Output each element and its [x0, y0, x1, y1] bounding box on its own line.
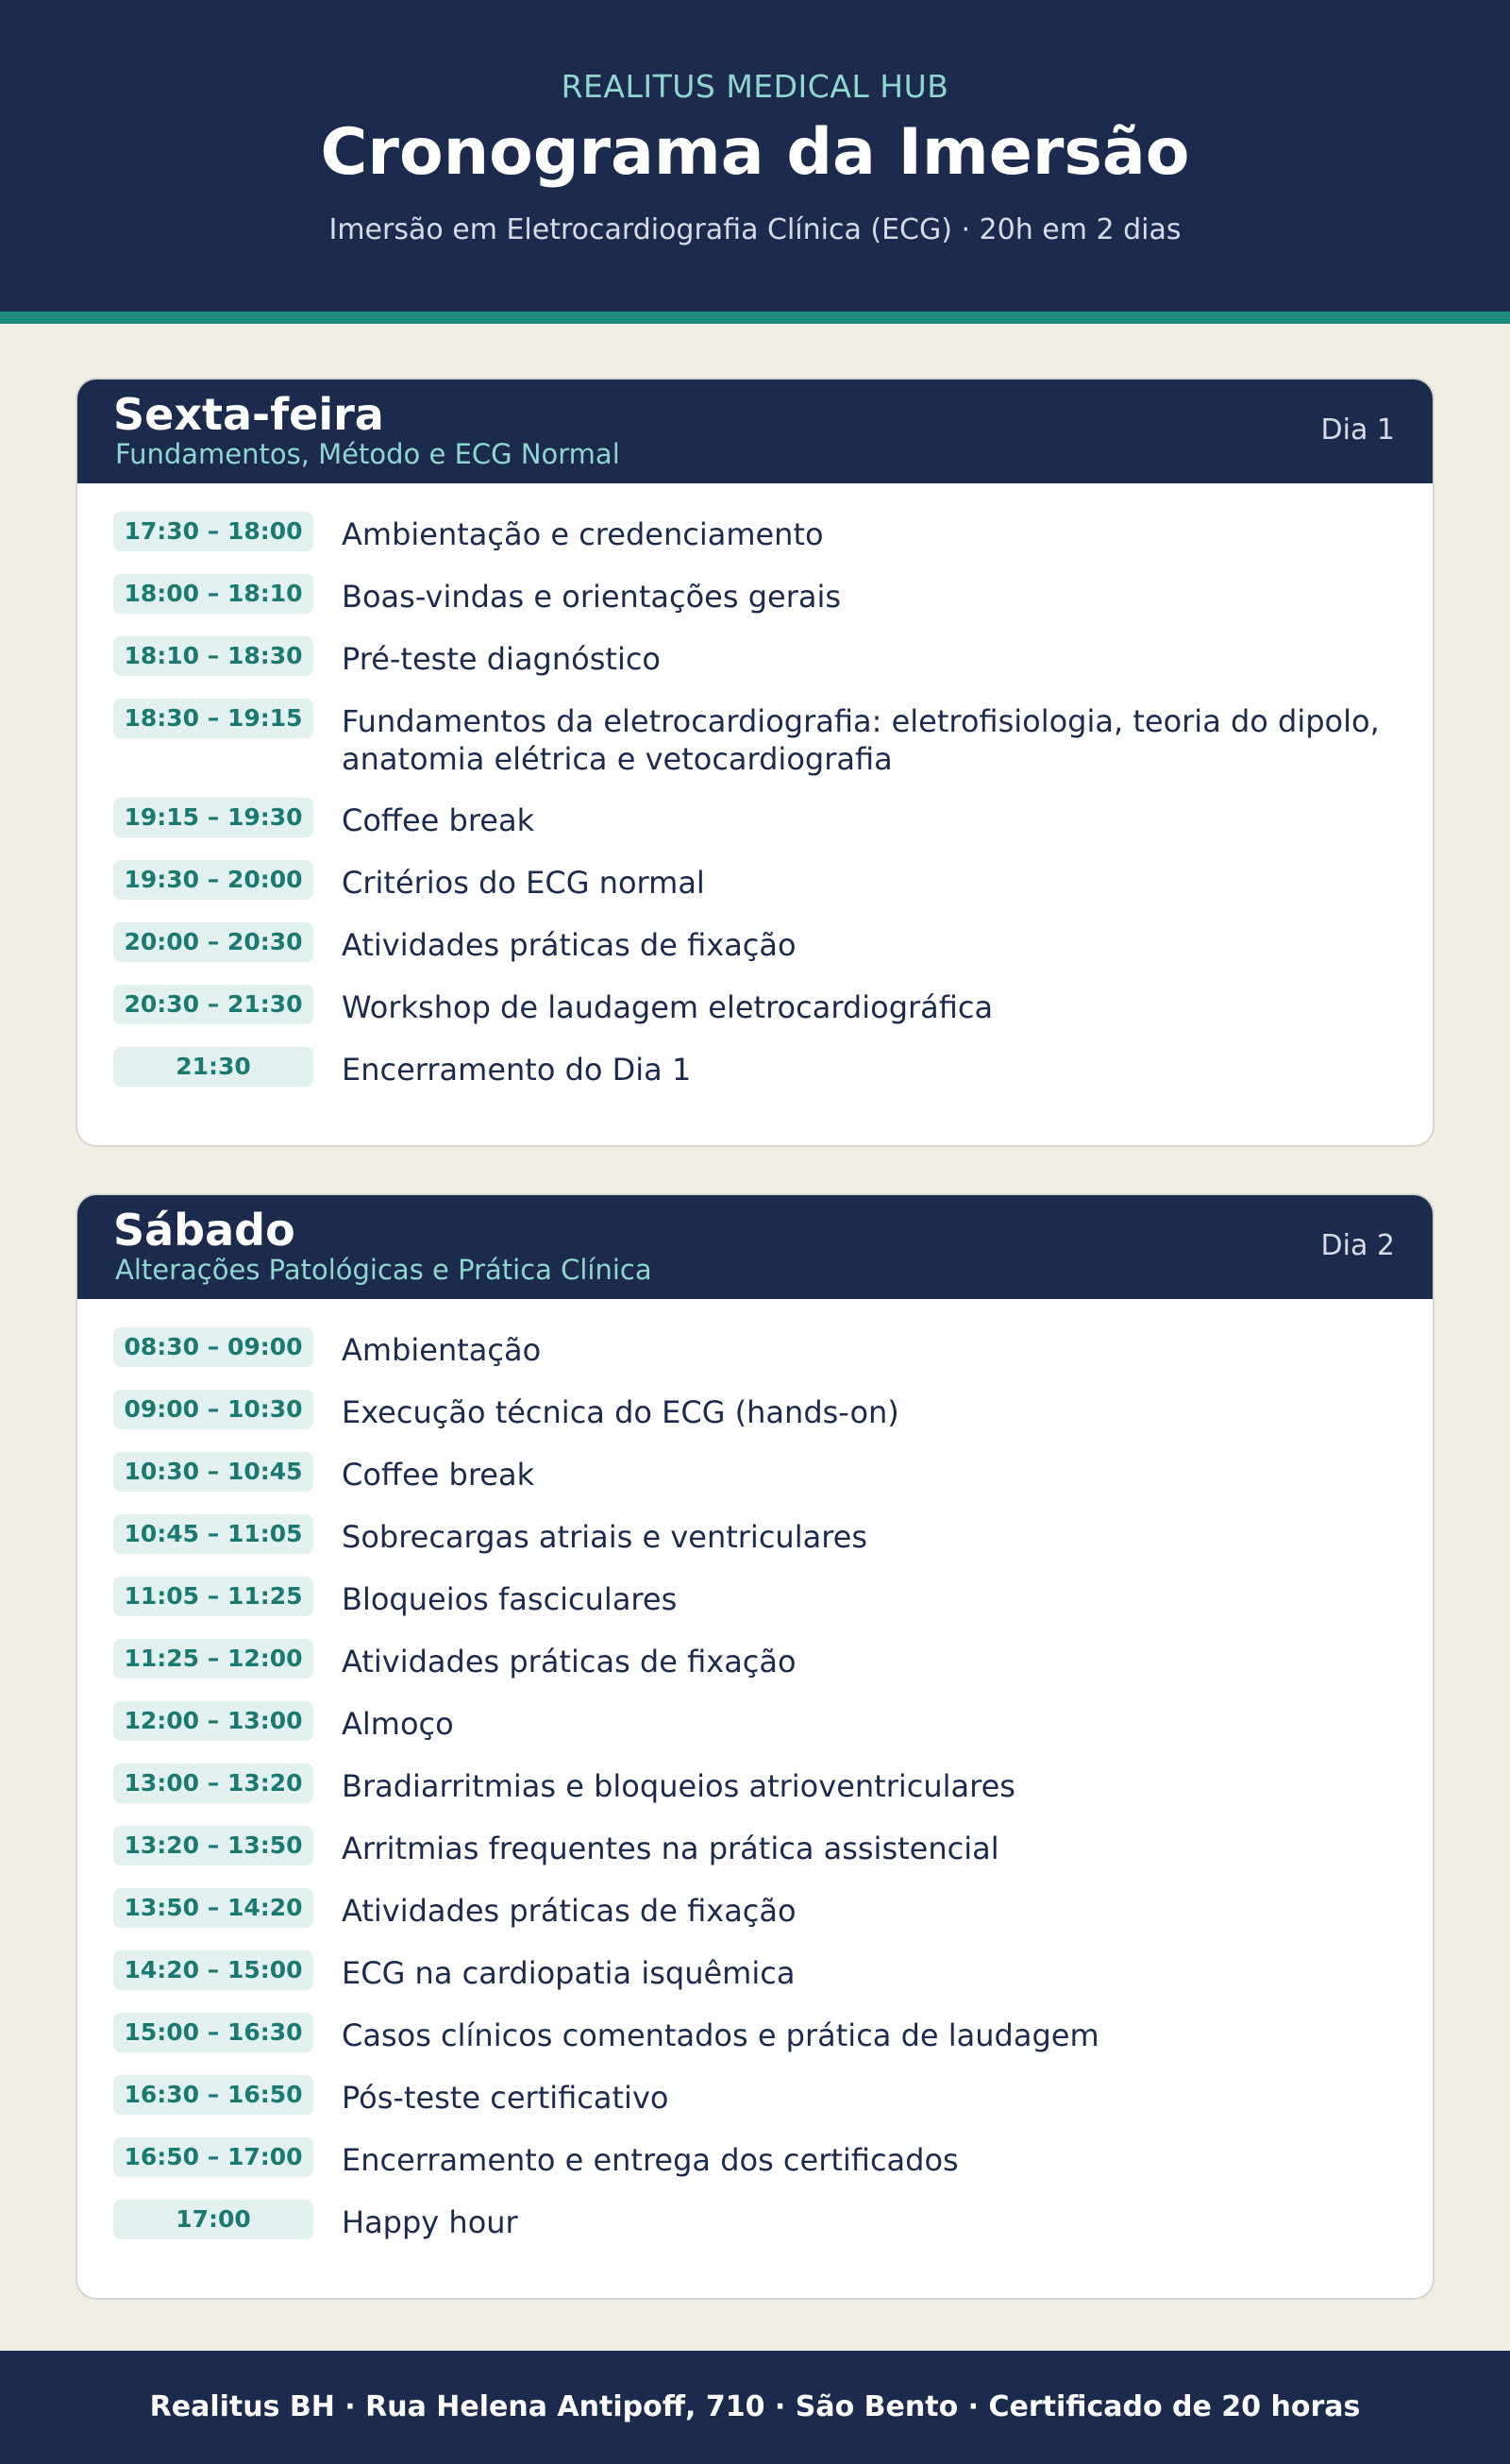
schedule-row — [113, 1639, 1397, 1701]
time-badge: 19:30 – 20:00 — [113, 860, 313, 900]
time-badge: 21:30 — [113, 1047, 313, 1087]
time-badge: 17:00 — [113, 2200, 313, 2239]
schedule-row — [113, 636, 1397, 699]
schedule-row — [113, 1514, 1397, 1577]
page-header — [0, 0, 1510, 312]
activity-label: Happy hour — [342, 2204, 518, 2240]
schedule-row — [113, 1764, 1397, 1826]
activity-label: Arritmias frequentes na prática assistencial — [342, 1831, 999, 1866]
page-subtitle: Imersão em Eletrocardiografia Clínica (ECG) · 20h em 2 dias — [328, 213, 1182, 246]
schedule-row — [113, 512, 1397, 574]
activity-label: Fundamentos da eletrocardiografia: eletrofisiologia, teoria do dipolo, anatomia elétrica e vetocardiografia — [342, 703, 1380, 777]
time-badge: 10:30 – 10:45 — [113, 1452, 313, 1492]
schedule-row — [113, 2075, 1397, 2137]
day-header — [77, 380, 1433, 483]
schedule-row — [113, 699, 1397, 798]
activity-label: Pré-teste diagnóstico — [342, 641, 661, 677]
schedule-row — [113, 1327, 1397, 1390]
time-badge: 13:50 – 14:20 — [113, 1888, 313, 1928]
schedule-row — [113, 922, 1397, 985]
schedule-row — [113, 798, 1397, 860]
time-badge: 13:20 – 13:50 — [113, 1826, 313, 1865]
schedule-row — [113, 1047, 1397, 1109]
time-badge: 16:30 – 16:50 — [113, 2075, 313, 2115]
footer-text: Realitus BH · Rua Helena Antipoff, 710 · São Bento · Certificado de 20 horas — [149, 2390, 1361, 2423]
organization-name: REALITUS MEDICAL HUB — [561, 68, 949, 105]
schedule-row — [113, 2137, 1397, 2200]
activity-label: Boas-vindas e orientações gerais — [342, 579, 842, 615]
time-badge: 10:45 – 11:05 — [113, 1514, 313, 1554]
time-badge: 09:00 – 10:30 — [113, 1390, 313, 1429]
activity-label: Coffee break — [342, 1457, 535, 1493]
schedule-row — [113, 985, 1397, 1047]
schedule-row — [113, 1452, 1397, 1514]
day-name: Sexta-feira — [113, 389, 384, 440]
day-badge: Dia 1 — [1320, 413, 1395, 447]
activity-label: Casos clínicos comentados e prática de laudagem — [342, 2017, 1099, 2053]
time-badge: 18:10 – 18:30 — [113, 636, 313, 676]
activity-label: Critérios do ECG normal — [342, 865, 705, 901]
activity-label: Sobrecargas atriais e ventriculares — [342, 1519, 867, 1555]
activity-label: Atividades práticas de fixação — [342, 1644, 797, 1679]
page-footer — [0, 2351, 1510, 2464]
schedule-row — [113, 1888, 1397, 1950]
schedule-row — [113, 1577, 1397, 1639]
schedule-row — [113, 860, 1397, 922]
time-badge: 19:15 – 19:30 — [113, 798, 313, 837]
day-theme: Fundamentos, Método e ECG Normal — [115, 438, 620, 470]
time-badge: 13:00 – 13:20 — [113, 1764, 313, 1803]
time-badge: 11:05 – 11:25 — [113, 1577, 313, 1616]
page-title: Cronograma da Imersão — [320, 115, 1190, 190]
activity-label: Ambientação e credenciamento — [342, 516, 824, 552]
day-card-saturday — [76, 1193, 1434, 2300]
schedule-row — [113, 2013, 1397, 2075]
activity-label: Ambientação — [342, 1332, 542, 1368]
time-badge: 18:00 – 18:10 — [113, 574, 313, 614]
time-badge: 12:00 – 13:00 — [113, 1701, 313, 1741]
activity-label: Encerramento do Dia 1 — [342, 1052, 692, 1088]
time-badge: 16:50 – 17:00 — [113, 2137, 313, 2177]
schedule-row — [113, 574, 1397, 636]
activity-label: ECG na cardiopatia isquêmica — [342, 1955, 796, 1991]
day-card-friday — [76, 378, 1434, 1147]
time-badge: 18:30 – 19:15 — [113, 699, 313, 738]
day-header — [77, 1195, 1433, 1299]
day-badge: Dia 2 — [1320, 1229, 1395, 1262]
time-badge: 15:00 – 16:30 — [113, 2013, 313, 2052]
activity-label: Atividades práticas de fixação — [342, 1893, 797, 1929]
schedule-row — [113, 1950, 1397, 2013]
time-badge: 08:30 – 09:00 — [113, 1327, 313, 1367]
time-badge: 14:20 – 15:00 — [113, 1950, 313, 1990]
time-badge: 17:30 – 18:00 — [113, 512, 313, 551]
time-badge: 20:00 – 20:30 — [113, 922, 313, 962]
schedule-row — [113, 2200, 1397, 2262]
activity-label: Pós-teste certificativo — [342, 2080, 669, 2116]
schedule-row — [113, 1701, 1397, 1764]
day-name: Sábado — [113, 1205, 295, 1256]
time-badge: 20:30 – 21:30 — [113, 985, 313, 1024]
activity-label: Coffee break — [342, 802, 535, 838]
activity-label: Bradiarritmias e bloqueios atrioventriculares — [342, 1768, 1015, 1804]
activity-label: Bloqueios fasciculares — [342, 1581, 678, 1617]
activity-label: Encerramento e entrega dos certificados — [342, 2142, 959, 2178]
time-badge: 11:25 – 12:00 — [113, 1639, 313, 1679]
activity-label: Execução técnica do ECG (hands-on) — [342, 1394, 899, 1430]
header-accent-bar — [0, 312, 1510, 324]
day-theme: Alterações Patológicas e Prática Clínica — [115, 1254, 652, 1286]
schedule-list — [113, 512, 1397, 1109]
schedule-row — [113, 1826, 1397, 1888]
activity-label: Atividades práticas de fixação — [342, 927, 797, 963]
activity-label: Almoço — [342, 1706, 454, 1742]
schedule-list — [113, 1327, 1397, 2262]
activity-label: Workshop de laudagem eletrocardiográfica — [342, 989, 994, 1025]
schedule-row — [113, 1390, 1397, 1452]
